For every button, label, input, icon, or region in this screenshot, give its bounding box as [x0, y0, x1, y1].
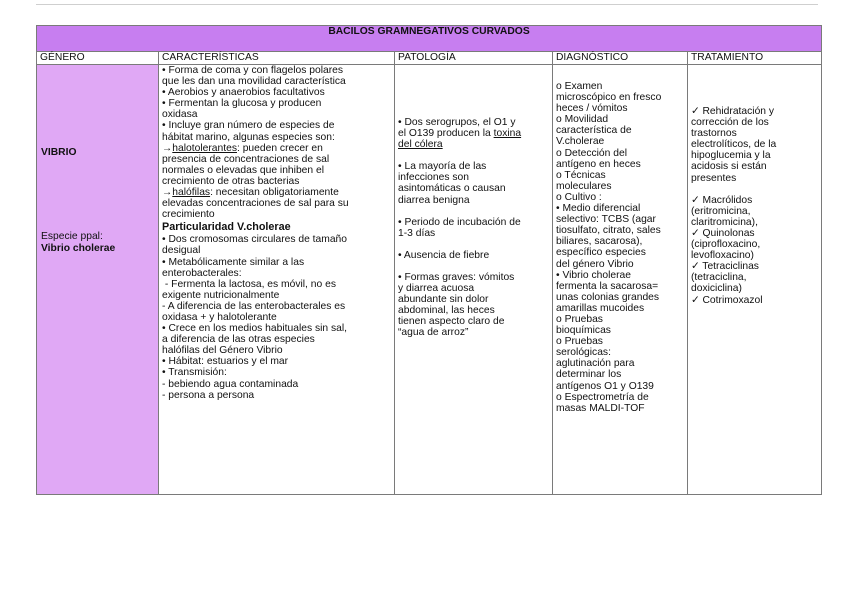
text-line: amarillas mucoides: [556, 302, 645, 314]
text-line: asintomáticas o causan: [398, 183, 506, 195]
text-line: moleculares: [556, 180, 612, 192]
term-halotolerantes: halotolerantes: [172, 142, 237, 154]
text-line: masas MALDI-TOF: [556, 402, 645, 414]
table-title: BACILOS GRAMNEGATIVOS CURVADOS: [37, 26, 822, 52]
text-line: presencia de concentraciones de sal: [162, 153, 330, 165]
term-del-colera: del cólera: [398, 139, 443, 151]
text-line: doxiciclina): [691, 283, 742, 295]
text-line: ✓ Rehidratación y: [691, 106, 775, 117]
text-line: que les dan una movilidad característica: [162, 76, 346, 88]
text-line: • Dos serogrupos, el O1 y: [398, 117, 516, 128]
text-line: [162, 143, 391, 154]
text-line: (tetraciclina,: [691, 272, 747, 284]
header-diagnostico: DIAGNÓSTICO: [553, 52, 688, 65]
text-line: tienen aspecto claro de: [398, 316, 505, 328]
term-toxina: toxina: [493, 128, 522, 140]
text-line: abdominal, las heces: [398, 305, 495, 317]
term-halofilas: halófilas: [172, 187, 211, 199]
text-fragment: : necesitan obligatoriamente: [210, 187, 339, 199]
arrow-icon: →: [162, 187, 173, 199]
page-top-rule: [36, 4, 818, 5]
patologia-cell: [395, 65, 553, 495]
header-patologia: PATOLOGÍA: [395, 52, 553, 65]
spacer: [691, 184, 818, 195]
text-line: hipoglucemia y la: [691, 150, 771, 162]
text-line: • Medio diferencial: [556, 203, 641, 215]
text-line: hábitat marino, algunas especies son:: [162, 131, 335, 143]
text-line: “agua de arroz”: [398, 327, 469, 339]
text-line: trastornos: [691, 128, 737, 140]
text-line: • Incluye gran número de especies de: [162, 120, 335, 132]
bacilos-table: [36, 25, 822, 495]
caracteristicas-cell: [159, 65, 395, 495]
text-line: unas colonias grandes: [556, 291, 660, 303]
text-line: fermenta la sacarosa=: [556, 280, 659, 292]
arrow-icon: →: [162, 142, 173, 154]
text-line: ✓ Macrólidos: [691, 194, 753, 206]
text-line: infecciones son: [398, 172, 469, 184]
text-line: o Movilidad: [556, 114, 609, 126]
text-line: tiosulfato, citrato, sales: [556, 225, 661, 237]
text-line: determinar los: [556, 369, 622, 381]
subheading-particularidad: Particularidad V.cholerae: [162, 221, 291, 234]
text-line: abundante sin dolor: [398, 294, 489, 306]
text-line: • Periodo de incubación de: [398, 216, 521, 228]
species-name: Vibrio cholerae: [41, 243, 116, 254]
text-line: halófilas del Género Vibrio: [162, 345, 283, 357]
text-line: • Metabólicamente similar a las: [162, 256, 305, 268]
text-line: o Pruebas: [556, 336, 603, 348]
text-line: • Vibrio cholerae: [556, 269, 631, 281]
text-line: o Pruebas: [556, 313, 603, 325]
text-line: antígenos O1 y O139: [556, 380, 654, 392]
text-fragment: : pueden crecer en: [236, 142, 323, 154]
text-line: • Aerobios y anaerobios facultativos: [162, 87, 325, 99]
text-line: y diarrea acuosa: [398, 283, 475, 295]
text-line: • Ausencia de fiebre: [398, 249, 490, 261]
text-line: V.cholerae: [556, 136, 605, 148]
text-line: oxidasa: [162, 109, 198, 121]
text-line: aglutinación para: [556, 358, 635, 370]
genus-cell: [37, 65, 159, 495]
text-line: • La mayoría de las: [398, 161, 487, 173]
text-line: selectivo: TCBS (agar: [556, 214, 656, 226]
text-line: 1-3 días: [398, 227, 436, 239]
text-line: microscópico en fresco: [556, 92, 662, 104]
tratamiento-cell: [688, 65, 822, 495]
text-line: exigente nutricionalmente: [162, 289, 280, 301]
species-block: [41, 231, 115, 255]
text-line: o Técnicas: [556, 169, 606, 181]
text-line: elevadas concentraciones de sal para su: [162, 198, 349, 210]
text-line: electrolíticos, de la: [691, 139, 777, 151]
spacer: [398, 150, 549, 161]
text-line: • Forma de coma y con flagelos polares: [162, 65, 344, 76]
text-line: ✓ Quinolonas: [691, 227, 755, 239]
text-line: heces / vómitos: [556, 103, 628, 115]
text-line: levofloxacino): [691, 250, 754, 262]
header-genero: GÉNERO: [37, 52, 159, 65]
text-line: acidosis si están: [691, 161, 767, 173]
text-line: claritromicina),: [691, 216, 758, 228]
text-line: - Fermenta la lactosa, es móvil, no es: [162, 278, 336, 290]
text-line: o Espectrometría de: [556, 391, 649, 403]
species-label: Especie ppal:: [41, 231, 103, 242]
text-line: desigual: [162, 245, 201, 257]
text-line: • Fermentan la glucosa y producen: [162, 98, 322, 110]
text-line: - persona a persona: [162, 389, 255, 401]
text-line: específico especies: [556, 247, 646, 259]
text-line: antígeno en heces: [556, 158, 641, 170]
spacer: [398, 261, 549, 272]
text-line: • Transmisión:: [162, 367, 227, 379]
text-line: (eritromicina,: [691, 205, 751, 217]
header-tratamiento: TRATAMIENTO: [688, 52, 822, 65]
text-line: ✓ Cotrimoxazol: [691, 294, 763, 306]
text-line: a diferencia de las otras especies: [162, 334, 315, 346]
text-line: [398, 128, 549, 139]
text-line: corrección de los: [691, 117, 769, 129]
text-line: diarrea benigna: [398, 194, 470, 206]
text-line: - A diferencia de las enterobacterales es: [162, 300, 346, 312]
text-line: • Formas graves: vómitos: [398, 271, 515, 283]
header-caracteristicas: CARACTERÍSTICAS: [159, 52, 395, 65]
text-line: serológicas:: [556, 347, 611, 359]
text-line: normales o elevadas que inhiben el: [162, 164, 325, 176]
text-line: característica de: [556, 125, 632, 137]
text-line: enterobacterales:: [162, 267, 242, 279]
text-line: del género Vibrio: [556, 258, 634, 270]
spacer: [398, 239, 549, 250]
text-line: o Examen: [556, 81, 603, 92]
text-line: - bebiendo agua contaminada: [162, 378, 299, 390]
genus-name: VIBRIO: [41, 147, 77, 158]
text-line: ✓ Tetraciclinas: [691, 261, 759, 273]
diagnostico-cell: [553, 65, 688, 495]
text-line: • Crece en los medios habituales sin sal,: [162, 323, 348, 335]
text-line: (ciprofloxacino,: [691, 239, 761, 251]
text-line: o Detección del: [556, 147, 627, 159]
text-fragment: el O139 producen la: [398, 128, 494, 140]
text-line: [162, 187, 391, 198]
text-line: crecimiento de otras bacterias: [162, 175, 300, 187]
text-line: • Dos cromosomas circulares de tamaño: [162, 234, 348, 246]
text-line: bioquímicas: [556, 325, 611, 337]
text-line: crecimiento: [162, 209, 215, 221]
spacer: [398, 206, 549, 217]
text-line: presentes: [691, 172, 737, 184]
text-line: o Cultivo :: [556, 191, 602, 203]
text-line: oxidasa + y halotolerante: [162, 311, 277, 323]
text-line: biliares, sacarosa),: [556, 236, 643, 248]
text-line: • Hábitat: estuarios y el mar: [162, 356, 289, 368]
